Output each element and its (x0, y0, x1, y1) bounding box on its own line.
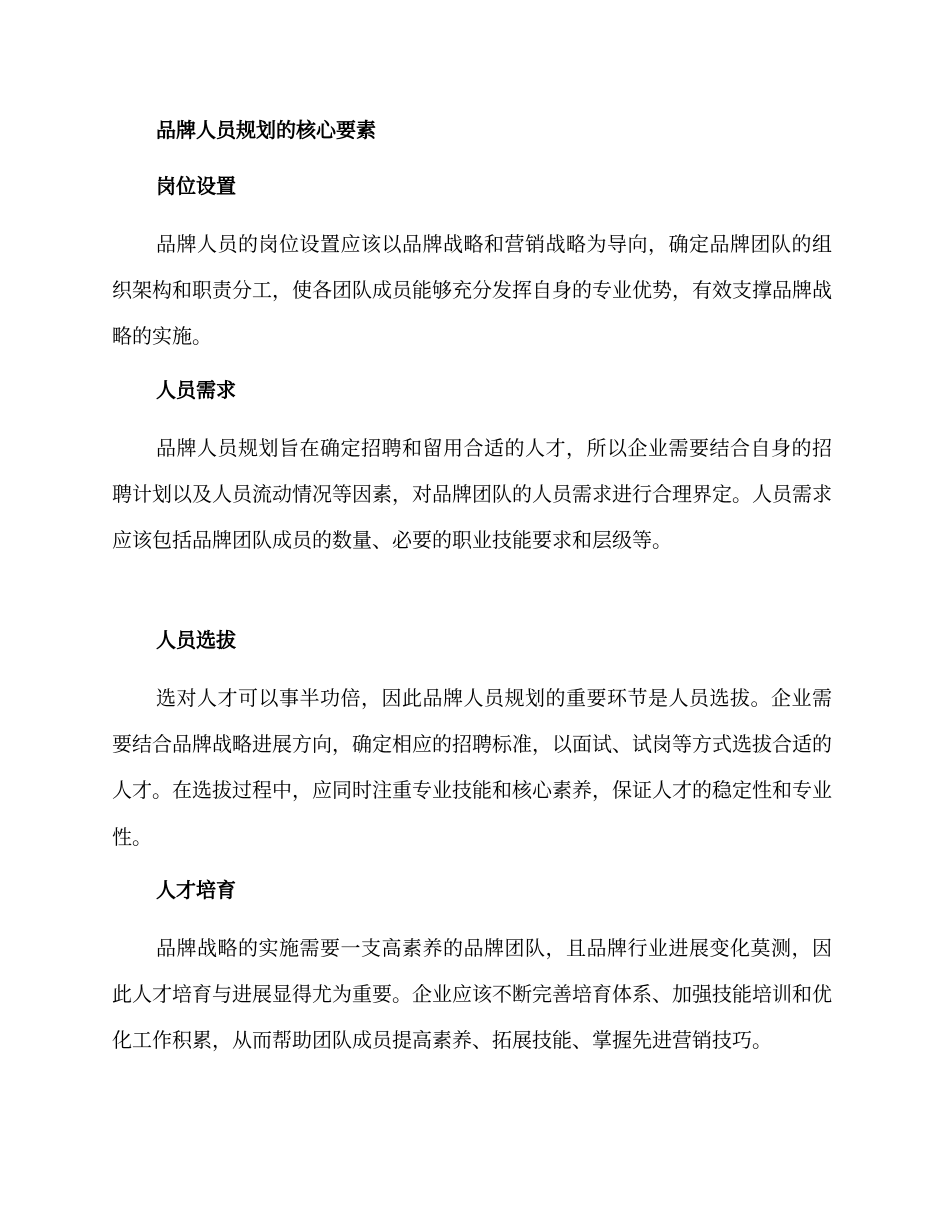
section-heading-talent-development: 人才培育 (156, 878, 236, 902)
section-heading-selection: 人员选拔 (156, 628, 236, 652)
section-paragraph-talent-development: 品牌战略的实施需要一支高素养的品牌团队，且品牌行业进展变化莫测，因此人才培育与进展显得尤为重要。企业应该不断完善培育体系、加强技能培训和优化工作积累，从而帮助团队成员提高素养、拓展技能、掌握先进营销技巧。 (112, 936, 832, 1053)
section-paragraph-position-setup: 品牌人员的岗位设置应该以品牌战略和营销战略为导向，确定品牌团队的组织架构和职责分工，使各团队成员能够充分发挥自身的专业优势，有效支撑品牌战略的实施。 (112, 232, 832, 349)
document-title: 品牌人员规划的核心要素 (156, 118, 376, 142)
section-heading-position-setup: 岗位设置 (156, 174, 236, 198)
section-heading-staffing-needs: 人员需求 (156, 378, 236, 402)
section-paragraph-staffing-needs: 品牌人员规划旨在确定招聘和留用合适的人才，所以企业需要结合自身的招聘计划以及人员流动情况等因素，对品牌团队的人员需求进行合理界定。人员需求应该包括品牌团队成员的数量、必要的职业技能要求和层级等。 (112, 436, 832, 553)
section-paragraph-selection: 选对人才可以事半功倍，因此品牌人员规划的重要环节是人员选拔。企业需要结合品牌战略进展方向，确定相应的招聘标准，以面试、试岗等方式选拔合适的人才。在选拔过程中，应同时注重专业技能和核心素养，保证人才的稳定性和专业性。 (112, 686, 832, 849)
